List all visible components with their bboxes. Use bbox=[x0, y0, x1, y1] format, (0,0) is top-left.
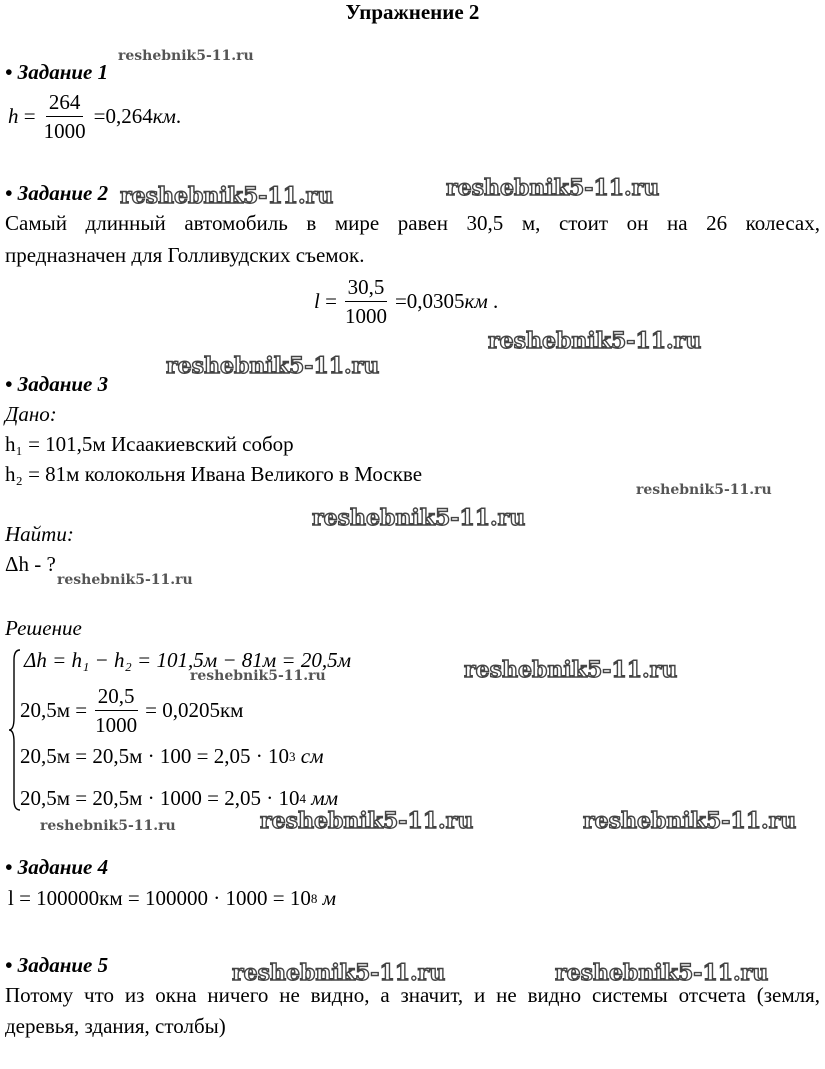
task1-result: 0,264 bbox=[105, 104, 153, 128]
watermark: reshebnik5-11.ru bbox=[120, 183, 334, 209]
task3-eq4-exp: 4 bbox=[299, 790, 307, 806]
task2-result: 0,0305 bbox=[406, 289, 465, 313]
task3-eq2-left: 20,5м = bbox=[20, 698, 88, 722]
task1-fraction bbox=[41, 90, 89, 143]
watermark: reshebnik5-11.ru bbox=[40, 818, 176, 834]
watermark: reshebnik5-11.ru bbox=[636, 482, 772, 498]
task1-var: h bbox=[8, 104, 19, 128]
task3-eq2 bbox=[20, 684, 243, 737]
task3-solution-label: Решение bbox=[5, 616, 82, 640]
task4-heading: • Задание 4 bbox=[5, 855, 109, 879]
task2-var: l bbox=[314, 289, 320, 313]
task3-eq2-right: = 0,0205км bbox=[145, 698, 244, 722]
task2-num: 30,5 bbox=[345, 275, 388, 302]
watermark: reshebnik5-11.ru bbox=[464, 657, 678, 683]
task4-unit: м bbox=[322, 886, 337, 910]
task3-eq3-unit: см bbox=[300, 744, 324, 768]
watermark: reshebnik5-11.ru bbox=[57, 572, 193, 588]
task5-line1: Потому что из окна ничего не видно, а значит, и не видно системы отсчета (земля, bbox=[5, 983, 820, 1007]
watermark: reshebnik5-11.ru bbox=[312, 505, 526, 531]
task3-find: Δh - ? bbox=[5, 552, 56, 576]
task2-line2: предназначен для Голливудских съемок. bbox=[5, 243, 365, 267]
task2-heading: • Задание 2 bbox=[5, 181, 109, 205]
page-title: Упражнение 2 bbox=[345, 0, 480, 24]
task3-given1: h₁ = 101,5м Исаакиевский собор bbox=[5, 432, 294, 456]
watermark: reshebnik5-11.ru bbox=[166, 353, 380, 379]
task3-eq3-text: 20,5м = 20,5м · 100 = 2,05 · 10 bbox=[20, 744, 290, 768]
task4-eq-text: l = 100000км = 100000 · 1000 = 10 bbox=[8, 886, 311, 910]
task3-eq2-fraction bbox=[92, 684, 140, 737]
task3-eq4-unit: мм bbox=[311, 786, 339, 810]
task1-formula: h = $\frac{264}{1000}$ = 0,264 км . bbox=[8, 90, 182, 143]
task3-eq2-num: 20,5 bbox=[95, 684, 138, 711]
watermark: reshebnik5-11.ru bbox=[488, 328, 702, 354]
task4-exp: 8 bbox=[310, 890, 318, 906]
task5-heading: • Задание 5 bbox=[5, 953, 109, 977]
task2-fraction bbox=[342, 275, 390, 328]
task3-given2: h₂ = 81м колокольня Ивана Великого в Москве bbox=[5, 462, 423, 486]
watermark: reshebnik5-11.ru bbox=[232, 960, 446, 986]
task3-heading: • Задание 3 bbox=[5, 372, 109, 396]
task2-end: . bbox=[493, 289, 499, 313]
task1-heading: • Задание 1 bbox=[5, 60, 109, 84]
task4-formula bbox=[8, 886, 336, 911]
task2-unit: км bbox=[464, 289, 488, 313]
task3-eq3 bbox=[20, 744, 324, 769]
task2-formula: l = $\frac{30,5}{1000}$ = 0,0305 км . bbox=[314, 275, 499, 328]
watermark: reshebnik5-11.ru bbox=[260, 808, 474, 834]
watermark: reshebnik5-11.ru bbox=[446, 175, 660, 201]
task3-eq3-exp: 3 bbox=[289, 748, 296, 764]
task1-den: 1000 bbox=[43, 119, 86, 143]
task3-eq4-text: 20,5м = 20,5м · 1000 = 2,05 · 10 bbox=[20, 786, 300, 810]
watermark: reshebnik5-11.ru bbox=[190, 668, 326, 684]
task1-end: . bbox=[175, 104, 182, 128]
task1-num: 264 bbox=[46, 90, 84, 117]
task2-line1: Самый длинный автомобиль в мире равен 30,5 м, стоит он на 26 колесах, bbox=[5, 211, 820, 235]
task3-find-label: Найти: bbox=[5, 522, 74, 546]
task3-eq2-den: 1000 bbox=[95, 713, 138, 737]
watermark: reshebnik5-11.ru bbox=[555, 960, 769, 986]
task5-line2: деревья, здания, столбы) bbox=[5, 1014, 226, 1038]
task3-eq1: Δh = h₁ − h₂ = 101,5м − 81м = 20,5м bbox=[24, 648, 351, 672]
watermark: reshebnik5-11.ru bbox=[118, 48, 254, 64]
watermark: reshebnik5-11.ru bbox=[583, 808, 797, 834]
task1-unit: км bbox=[152, 104, 176, 128]
task2-den: 1000 bbox=[344, 304, 387, 328]
task3-given-label: Дано: bbox=[5, 402, 57, 426]
